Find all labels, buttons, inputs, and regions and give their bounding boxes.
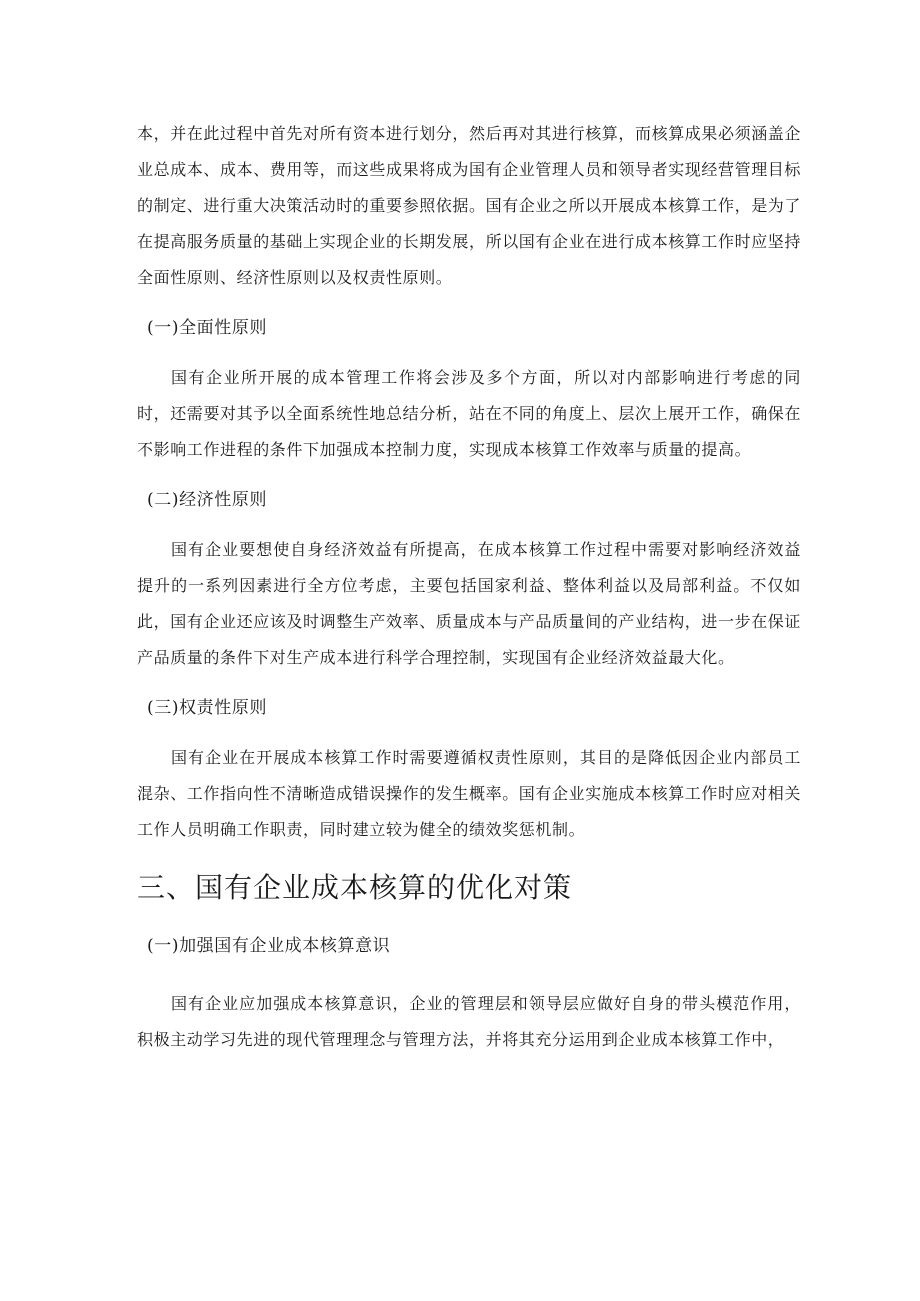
paragraph-strengthen-awareness: 国有企业应加强成本核算意识，企业的管理层和领导层应做好自身的带头模范作用，积极主动学习先进的现代管理理念与管理方法，并将其充分运用到企业成本核算工作中， (137, 994, 801, 1049)
subheading-economy-principle: (二)经济性原则 (147, 490, 268, 510)
subheading-strengthen-awareness: (一)加强国有企业成本核算意识 (147, 936, 391, 956)
section-heading-optimization: 三、国有企业成本核算的优化对策 (137, 871, 573, 904)
subheading-comprehensiveness-principle: (一)全面性原则 (147, 318, 268, 338)
subheading-responsibility-principle: (三)权责性原则 (147, 698, 268, 718)
paragraph-continuation: 本，并在此过程中首先对所有资本进行划分，然后再对其进行核算，而核算成果必须涵盖企业总成本、成本、费用等，而这些成果将成为国有企业管理人员和领导者实现经营管理目标的制定、进行重大决策活动时的重要参照依据。国有企业之所以开展成本核算工作，是为了在提高服务质量的基础上实现企业的长期发展，所以国有企业在进行成本核算工作时应坚持全面性原则、经济性原则以及权责性原则。 (137, 124, 802, 287)
paragraph-responsibility: 国有企业在开展成本核算工作时需要遵循权责性原则，其目的是降低因企业内部员工混杂、工作指向性不清晰造成错误操作的发生概率。国有企业实施成本核算工作时应对相关工作人员明确工作职责，同时建立较为健全的绩效奖惩机制。 (137, 748, 802, 839)
paragraph-comprehensiveness: 国有企业所开展的成本管理工作将会涉及多个方面，所以对内部影响进行考虑的同时，还需要对其予以全面系统性地总结分析，站在不同的角度上、层次上展开工作，确保在不影响工作进程的条件下加强成本控制力度，实现成本核算工作效率与质量的提高。 (137, 368, 802, 459)
paragraph-economy: 国有企业要想使自身经济效益有所提高，在成本核算工作过程中需要对影响经济效益提升的一系列因素进行全方位考虑，主要包括国家利益、整体利益以及局部利益。不仅如此，国有企业还应该及时调整生产效率、质量成本与产品质量间的产业结构，进一步在保证产品质量的条件下对生产成本进行科学合理控制，实现国有企业经济效益最大化。 (137, 540, 802, 667)
document-page (137, 116, 801, 1058)
